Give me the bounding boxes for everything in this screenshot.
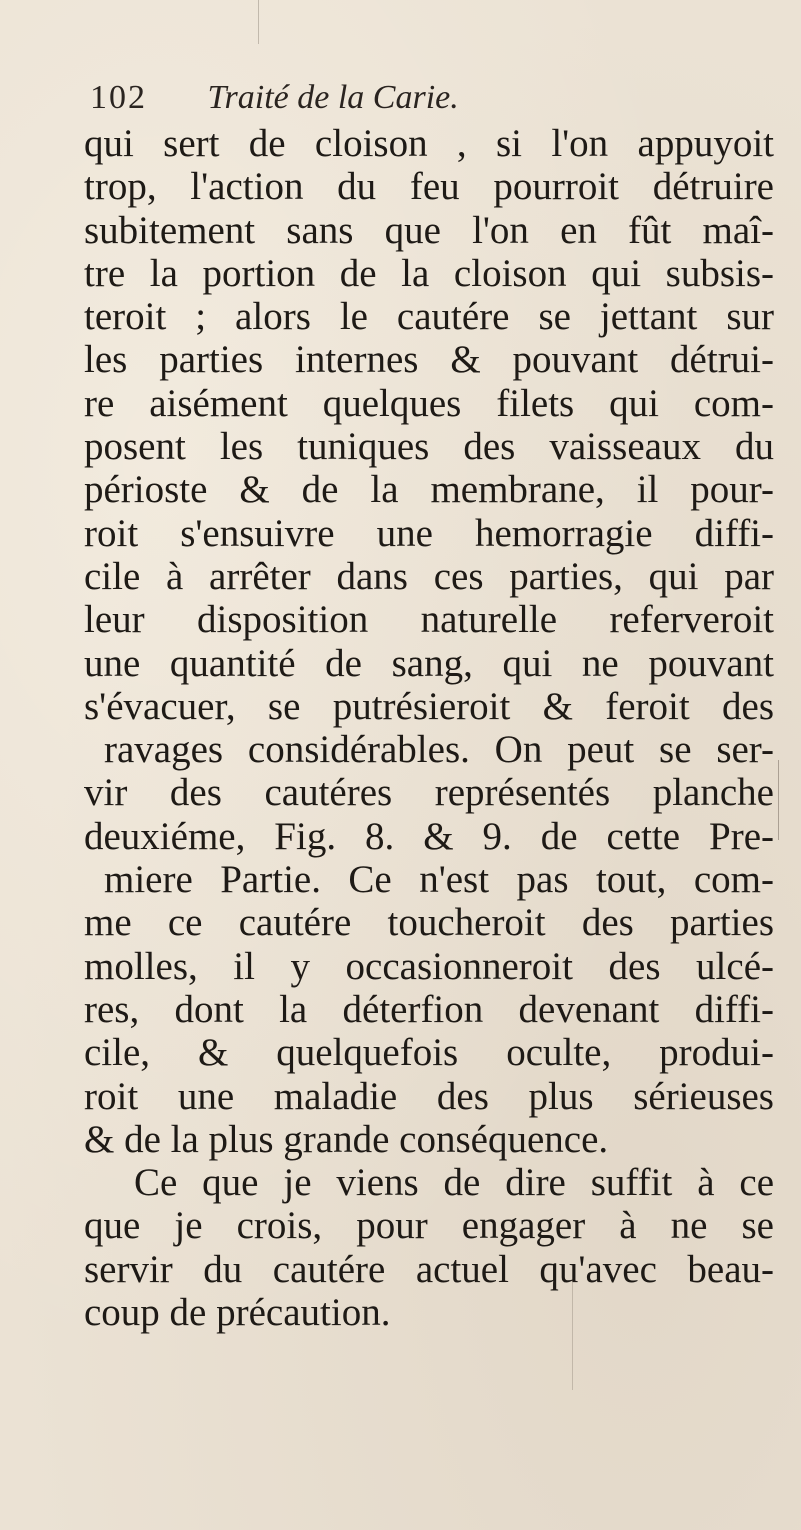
text-line: roit s'ensuivre une hemorragie diffi- xyxy=(84,511,774,555)
text-line: trop, l'action du feu pourroit détruire xyxy=(84,165,774,209)
text-line: vir des cautéres représentés planche xyxy=(84,771,774,815)
text-line: subitement sans que l'on en fût maî- xyxy=(84,208,774,252)
text-line: leur disposition naturelle referveroit xyxy=(84,598,774,642)
running-head xyxy=(90,78,730,118)
text-line: teroit ; alors le cautére se jettant sur xyxy=(84,295,774,339)
scan-artifact-line xyxy=(778,760,779,840)
scan-artifact-line xyxy=(572,1280,573,1390)
text-line: cile, & quelquefois oculte, produi- xyxy=(84,1031,774,1075)
text-line: Ce que je viens de dire suffit à ce xyxy=(134,1161,774,1205)
text-line: servir du cautére actuel qu'avec beau- xyxy=(84,1247,774,1291)
text-line: que je crois, pour engager à ne se xyxy=(84,1204,774,1248)
text-line: s'évacuer, se putrésieroit & feroit des xyxy=(84,684,774,728)
text-line: ravages considérables. On peut se ser- xyxy=(104,728,774,772)
text-line: coup de précaution. xyxy=(84,1291,391,1335)
text-line: une quantité de sang, qui ne pouvant xyxy=(84,641,774,685)
text-line: qui sert de cloison , si l'on appuyoit xyxy=(84,122,774,165)
text-line: cile à arrêter dans ces parties, qui par xyxy=(84,554,774,598)
text-line: périoste & de la membrane, il pour- xyxy=(84,468,774,512)
text-line: posent les tuniques des vaisseaux du xyxy=(84,425,774,469)
text-line: & de la plus grande conséquence. xyxy=(84,1117,609,1161)
text-line: me ce cautére toucheroit des parties xyxy=(84,901,774,945)
scan-artifact-line xyxy=(258,0,259,44)
body-text xyxy=(84,122,774,1334)
text-line: deuxiéme, Fig. 8. & 9. de cette Pre- xyxy=(84,814,774,858)
text-line: roit une maladie des plus sérieuses xyxy=(84,1074,774,1118)
page-number: 102 xyxy=(90,79,147,116)
text-line: tre la portion de la cloison qui subsis- xyxy=(84,251,774,295)
text-line: re aisément quelques filets qui com- xyxy=(84,381,774,425)
text-line: les parties internes & pouvant détrui- xyxy=(84,338,774,382)
text-line: res, dont la déterfion devenant diffi- xyxy=(84,987,774,1031)
text-line: miere Partie. Ce n'est pas tout, com- xyxy=(104,858,774,902)
running-title: Traité de la Carie. xyxy=(207,79,459,116)
text-line: molles, il y occasionneroit des ulcé- xyxy=(84,944,774,988)
